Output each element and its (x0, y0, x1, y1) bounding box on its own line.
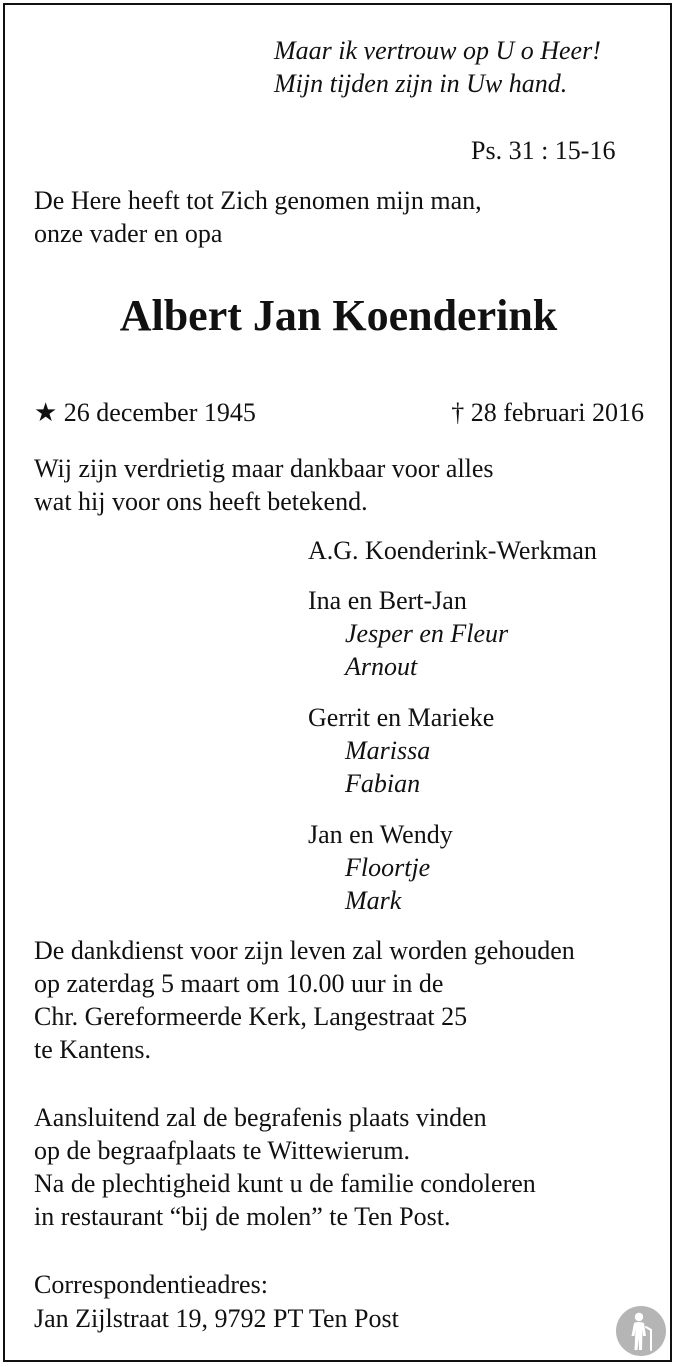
verse-line-2: Mijn tijden zijn in Uw hand. (274, 69, 568, 98)
family-group (308, 584, 508, 683)
service-line-3: Chr. Gereformeerde Kerk, Langestraat 25 (34, 1002, 468, 1031)
grandchild: Mark (345, 886, 402, 915)
deceased-name: Albert Jan Koenderink (119, 291, 558, 340)
burial-line-3: Na de plechtigheid kunt u de familie condoleren (34, 1169, 536, 1198)
bible-verse (274, 34, 601, 100)
burial-line-4: in restaurant “bij de molen” te Ten Post. (34, 1202, 451, 1231)
burial-line-2: op de begraafplaats te Wittewierum. (34, 1136, 411, 1165)
service-line-2: op zaterdag 5 maart om 10.00 uur in de (34, 969, 444, 998)
burial-line-1: Aansluitend zal de begrafenis plaats vinden (34, 1103, 487, 1132)
family-parents: Jan en Wendy (308, 820, 453, 849)
verse-line-1: Maar ik vertrouw op U o Heer! (274, 36, 601, 65)
grandchild: Jesper en Fleur (345, 619, 509, 648)
death-date: † 28 februari 2016 (451, 398, 644, 427)
grandchild: Arnout (345, 652, 418, 681)
grandchild: Floortje (345, 853, 431, 882)
family-group (308, 701, 494, 800)
grandchild: Marissa (345, 736, 431, 765)
correspondence-address: Jan Zijlstraat 19, 9792 PT Ten Post (34, 1304, 399, 1333)
service-line-1: De dankdienst voor zijn leven zal worden gehouden (34, 936, 575, 965)
intro-line-1: De Here heeft tot Zich genomen mijn man, (34, 186, 482, 215)
family-parents: Gerrit en Marieke (308, 703, 495, 732)
person-with-cane-icon (615, 1305, 667, 1357)
family-parents: Ina en Bert-Jan (308, 586, 467, 615)
grateful-text (34, 452, 494, 518)
grateful-line-1: Wij zijn verdrietig maar dankbaar voor alles (34, 454, 494, 483)
intro-line-2: onze vader en opa (34, 219, 223, 248)
correspondence-label: Correspondentieadres: (34, 1270, 268, 1299)
family-group (308, 818, 453, 917)
service-line-4: te Kantens. (34, 1035, 151, 1064)
grateful-line-2: wat hij voor ons heeft betekend. (34, 487, 368, 516)
family-wife: A.G. Koenderink-Werkman (308, 536, 597, 565)
verse-reference: Ps. 31 : 15-16 (471, 136, 616, 165)
service-text (34, 934, 575, 1066)
burial-text (34, 1101, 536, 1233)
intro-text (34, 184, 482, 250)
grandchild: Fabian (345, 769, 421, 798)
birth-date: ★ 26 december 1945 (34, 398, 256, 427)
